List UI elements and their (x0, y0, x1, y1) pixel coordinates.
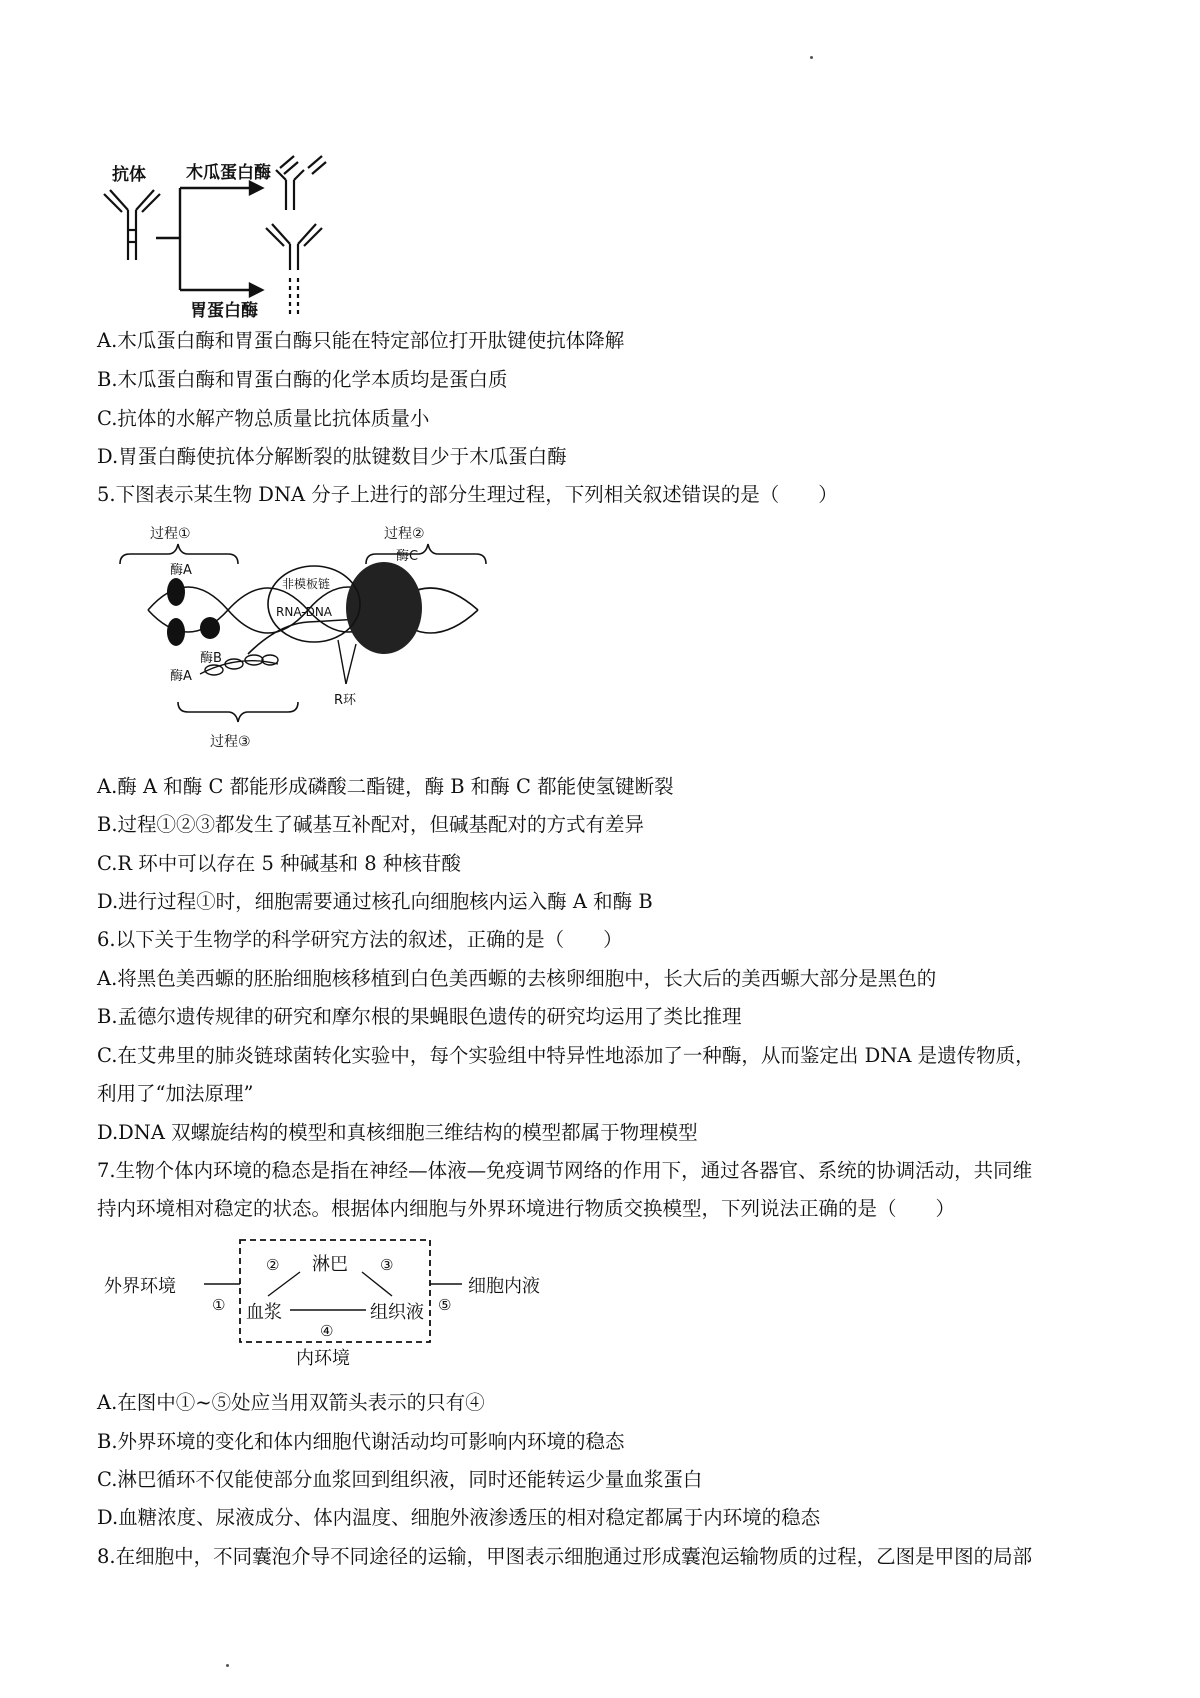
process2-label: 过程② (384, 526, 425, 542)
marker-4: ④ (320, 1322, 334, 1340)
marker-1: ① (212, 1296, 226, 1314)
reaction-arrows (156, 182, 262, 296)
r-loop-label: R环 (334, 693, 357, 708)
q6-option-c-cont: 利用了“加法原理” (97, 1082, 254, 1105)
q7-option-c: C.淋巴循环不仅能使部分血浆回到组织液，同时还能转运少量血浆蛋白 (97, 1468, 703, 1491)
q7-option-d: D.血糖浓度、尿液成分、体内温度、细胞外液渗透压的相对稳定都属于内环境的稳态 (97, 1506, 821, 1529)
q6-option-b: B.孟德尔遗传规律的研究和摩尔根的果蝇眼色遗传的研究均运用了类比推理 (97, 1005, 742, 1028)
marker-2: ② (266, 1256, 280, 1274)
tissue-fluid-label: 组织液 (370, 1302, 424, 1323)
enzyme-c-label: 酶C (396, 549, 419, 564)
process3-label: 过程③ (210, 734, 251, 750)
antibody-label: 抗体 (112, 165, 146, 185)
intracellular-fluid-label: 细胞内液 (468, 1276, 540, 1297)
q5-option-d: D.进行过程①时，细胞需要通过核孔向细胞核内运入酶 A 和酶 B (97, 890, 653, 913)
antibody-digestion-figure (100, 150, 360, 320)
marker-5: ⑤ (438, 1296, 452, 1314)
enzyme-a-top-label: 酶A (170, 563, 192, 578)
process1-bracket (120, 544, 238, 564)
q6-option-c: C.在艾弗里的肺炎链球菌转化实验中，每个实验组中特异性地添加了一种酶，从而鉴定出 DNA 是遗传物质， (97, 1044, 1035, 1067)
plasma-label: 血浆 (246, 1302, 282, 1323)
q7-option-a: A.在图中①~⑤处应当用双箭头表示的只有④ (97, 1391, 485, 1414)
enzyme-b-shape (200, 617, 220, 639)
enzyme-a-bottom-shape (167, 618, 185, 646)
q5-option-b: B.过程①②③都发生了碱基互补配对，但碱基配对的方式有差异 (97, 813, 645, 836)
q7-stem-line2: 持内环境相对稳定的状态。根据体内细胞与外界环境进行物质交换模型，下列说法正确的是（ ） (97, 1197, 956, 1220)
enzyme-b-label: 酶B (200, 651, 222, 666)
enzyme-a-bottom-label: 酶A (170, 669, 192, 684)
q6-option-d: D.DNA 双螺旋结构的模型和真核细胞三维结构的模型都属于物理模型 (97, 1121, 698, 1144)
pepsin-label: 胃蛋白酶 (190, 301, 258, 320)
q8-stem-line1: 8.在细胞中，不同囊泡介导不同途径的运输，甲图表示细胞通过形成囊泡运输物质的过程，乙图是甲图的局部 (97, 1545, 1033, 1568)
internal-env-label: 内环境 (296, 1348, 350, 1369)
q7-option-b: B.外界环境的变化和体内细胞代谢活动均可影响内环境的稳态 (97, 1430, 625, 1453)
q4-option-b: B.木瓜蛋白酶和胃蛋白酶的化学本质均是蛋白质 (97, 368, 508, 391)
outside-env-label: 外界环境 (104, 1276, 176, 1297)
dna-process-figure (118, 524, 518, 754)
papain-label: 木瓜蛋白酶 (186, 163, 271, 183)
rna-dna-label: RNA-DNA (276, 605, 333, 619)
enzyme-c-shape (346, 562, 422, 654)
pepsin-fragments-icon (266, 224, 322, 315)
antibody-icon (104, 190, 160, 260)
q5-option-a: A.酶 A 和酶 C 都能形成磷酸二酯键，酶 B 和酶 C 都能使氢键断裂 (97, 775, 674, 798)
speck (810, 56, 813, 59)
enzyme-a-top-shape (167, 578, 185, 606)
speck (226, 1664, 229, 1667)
marker-3: ③ (380, 1256, 394, 1274)
process1-label: 过程① (150, 526, 191, 542)
q5-stem: 5.下图表示某生物 DNA 分子上进行的部分生理过程，下列相关叙述错误的是（ ） (97, 483, 838, 506)
internal-environment-figure (100, 1236, 580, 1372)
q4-option-a: A.木瓜蛋白酶和胃蛋白酶只能在特定部位打开肽键使抗体降解 (97, 329, 625, 352)
q6-stem: 6.以下关于生物学的科学研究方法的叙述，正确的是（ ） (97, 928, 623, 951)
q4-option-d: D.胃蛋白酶使抗体分解断裂的肽键数目少于木瓜蛋白酶 (97, 445, 567, 468)
q4-option-c: C.抗体的水解产物总质量比抗体质量小 (97, 407, 430, 430)
lymph-label: 淋巴 (312, 1254, 348, 1275)
q7-stem-line1: 7.生物个体内环境的稳态是指在神经—体液—免疫调节网络的作用下，通过各器官、系统的协调活动，共同维 (97, 1159, 1033, 1182)
q5-option-c: C.R 环中可以存在 5 种碱基和 8 种核苷酸 (97, 852, 461, 875)
process2-bracket (366, 544, 486, 564)
q6-option-a: A.将黑色美西螈的胚胎细胞核移植到白色美西螈的去核卵细胞中，长大后的美西螈大部分是黑色的 (97, 967, 937, 990)
non-template-label: 非模板链 (282, 577, 331, 591)
process3-bracket (178, 702, 298, 722)
papain-fragments-icon (276, 156, 326, 210)
